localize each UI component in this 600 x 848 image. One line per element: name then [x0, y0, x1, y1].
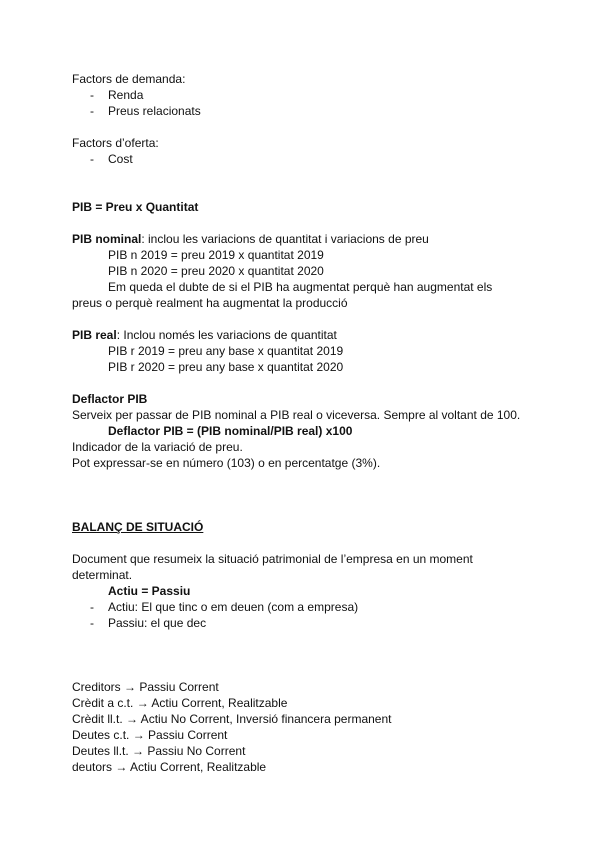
account-line: Crèdit a c.t. → Actiu Corrent, Realitzable	[72, 696, 288, 710]
balanc-heading: BALANÇ DE SITUACIÓ	[72, 520, 204, 534]
list-item: Preus relacionats	[108, 104, 201, 118]
pib-real-definition	[72, 327, 337, 343]
pib-real-term: PIB real	[72, 328, 117, 342]
pib-real-line: PIB r 2020 = preu any base x quantitat 2020	[108, 360, 344, 374]
account-line: Deutes c.t. → Passiu Corrent	[72, 728, 228, 742]
bullet: -	[90, 616, 94, 630]
deflactor-description: Serveix per passar de PIB nominal a PIB real o viceversa. Sempre al voltant de 100.	[72, 408, 521, 422]
supply-heading: Factors d’oferta:	[72, 136, 159, 150]
deflactor-line: Pot expressar-se en número (103) o en percentatge (3%).	[72, 456, 381, 470]
deflactor-formula: Deflactor PIB = (PIB nominal/PIB real) x100	[108, 424, 353, 438]
pib-real-line: PIB r 2019 = preu any base x quantitat 2019	[108, 344, 344, 358]
demand-heading: Factors de demanda:	[72, 72, 186, 86]
deflactor-heading: Deflactor PIB	[72, 392, 148, 406]
pib-nominal-line: PIB n 2019 = preu 2019 x quantitat 2019	[108, 248, 324, 262]
pib-nominal-continuation: preus o perquè realment ha augmentat la producció	[72, 296, 348, 310]
bullet: -	[90, 104, 94, 118]
pib-nominal-line: PIB n 2020 = preu 2020 x quantitat 2020	[108, 264, 324, 278]
list-item: Passiu: el que dec	[108, 616, 207, 630]
balanc-description: Document que resumeix la situació patrimonial de l’empresa en un moment	[72, 552, 473, 566]
balanc-description-cont: determinat.	[72, 568, 133, 582]
pib-nominal-line: Em queda el dubte de si el PIB ha augmentat perquè han augmentat els	[108, 280, 493, 294]
pib-nominal-definition	[72, 231, 429, 247]
list-item: Actiu: El que tinc o em deuen (com a empresa)	[108, 600, 359, 614]
account-line: Deutes ll.t. → Passiu No Corrent	[72, 744, 246, 758]
pib-nominal-term: PIB nominal	[72, 232, 142, 246]
bullet: -	[90, 88, 94, 102]
account-line: Creditors → Passiu Corrent	[72, 680, 219, 694]
pib-nominal-text: : inclou les variacions de quantitat i variacions de preu	[141, 232, 429, 246]
pib-formula: PIB = Preu x Quantitat	[72, 200, 199, 214]
pib-real-text: : Inclou només les variacions de quantitat	[116, 328, 337, 342]
deflactor-line: Indicador de la variació de preu.	[72, 440, 243, 454]
balanc-formula: Actiu = Passiu	[108, 584, 191, 598]
bullet: -	[90, 600, 94, 614]
bullet: -	[90, 152, 94, 166]
account-line: Crèdit ll.t. → Actiu No Corrent, Inversió financera permanent	[72, 712, 392, 726]
account-line: deutors → Actiu Corrent, Realitzable	[72, 760, 267, 774]
list-item: Cost	[108, 152, 133, 166]
list-item: Renda	[108, 88, 144, 102]
